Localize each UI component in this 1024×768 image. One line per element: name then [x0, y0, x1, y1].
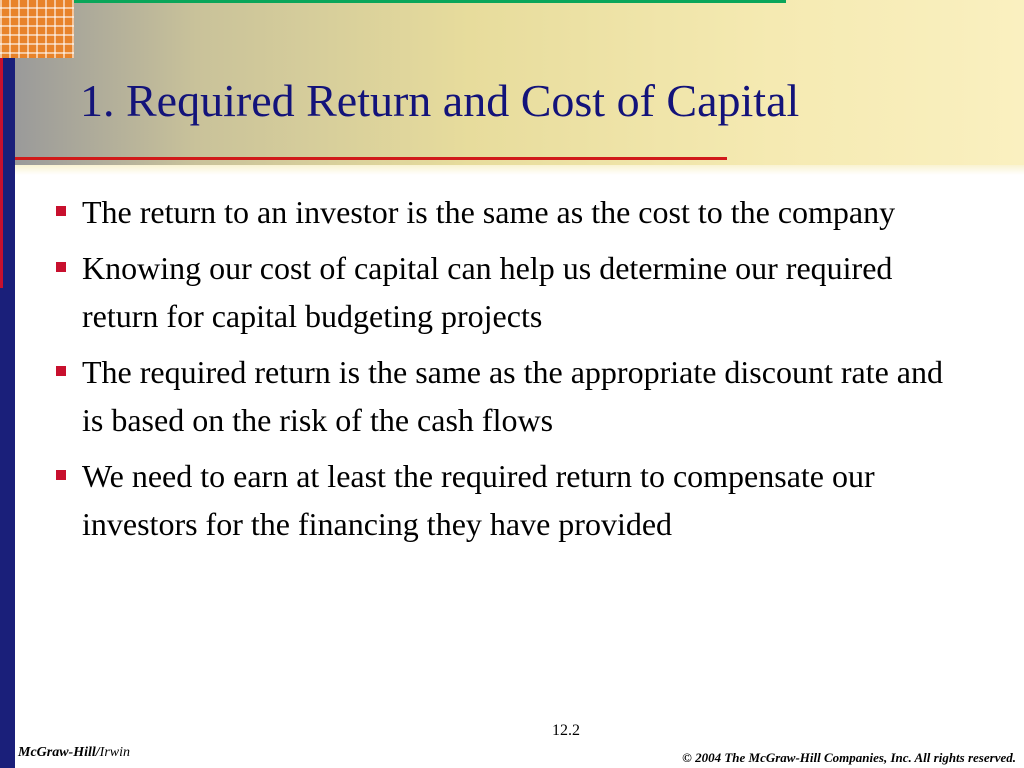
footer-copyright: © 2004 The McGraw-Hill Companies, Inc. All rights reserved.: [682, 750, 1016, 765]
title-band-fade: [15, 165, 1024, 175]
square-bullet-icon: [56, 262, 66, 272]
bullet-text: The required return is the same as the appropriate discount rate and is based on the risk of the cash flows: [82, 354, 943, 438]
left-red-accent: [0, 58, 3, 288]
bullet-text: We need to earn at least the required return to compensate our investors for the financing they have provided: [82, 458, 875, 542]
imprint-name: Irwin: [99, 745, 131, 760]
checkered-logo-icon: [0, 0, 74, 58]
top-accent-line: [74, 0, 786, 3]
bullet-text: The return to an investor is the same as the cost to the company: [82, 194, 896, 230]
slide-number: 12.2: [552, 722, 580, 739]
bullet-item: [52, 244, 972, 340]
bullet-item: [52, 348, 972, 444]
bullet-list: [52, 188, 972, 556]
footer-publisher: [18, 745, 130, 761]
bullet-item: [52, 452, 972, 548]
square-bullet-icon: [56, 470, 66, 480]
square-bullet-icon: [56, 366, 66, 376]
title-underline: [15, 157, 727, 160]
bullet-item: [52, 188, 972, 236]
slide-title: 1. Required Return and Cost of Capital: [80, 75, 800, 126]
square-bullet-icon: [56, 206, 66, 216]
bullet-text: Knowing our cost of capital can help us determine our required return for capital budgeting projects: [82, 250, 893, 334]
publisher-name: McGraw-Hill/: [18, 745, 100, 760]
